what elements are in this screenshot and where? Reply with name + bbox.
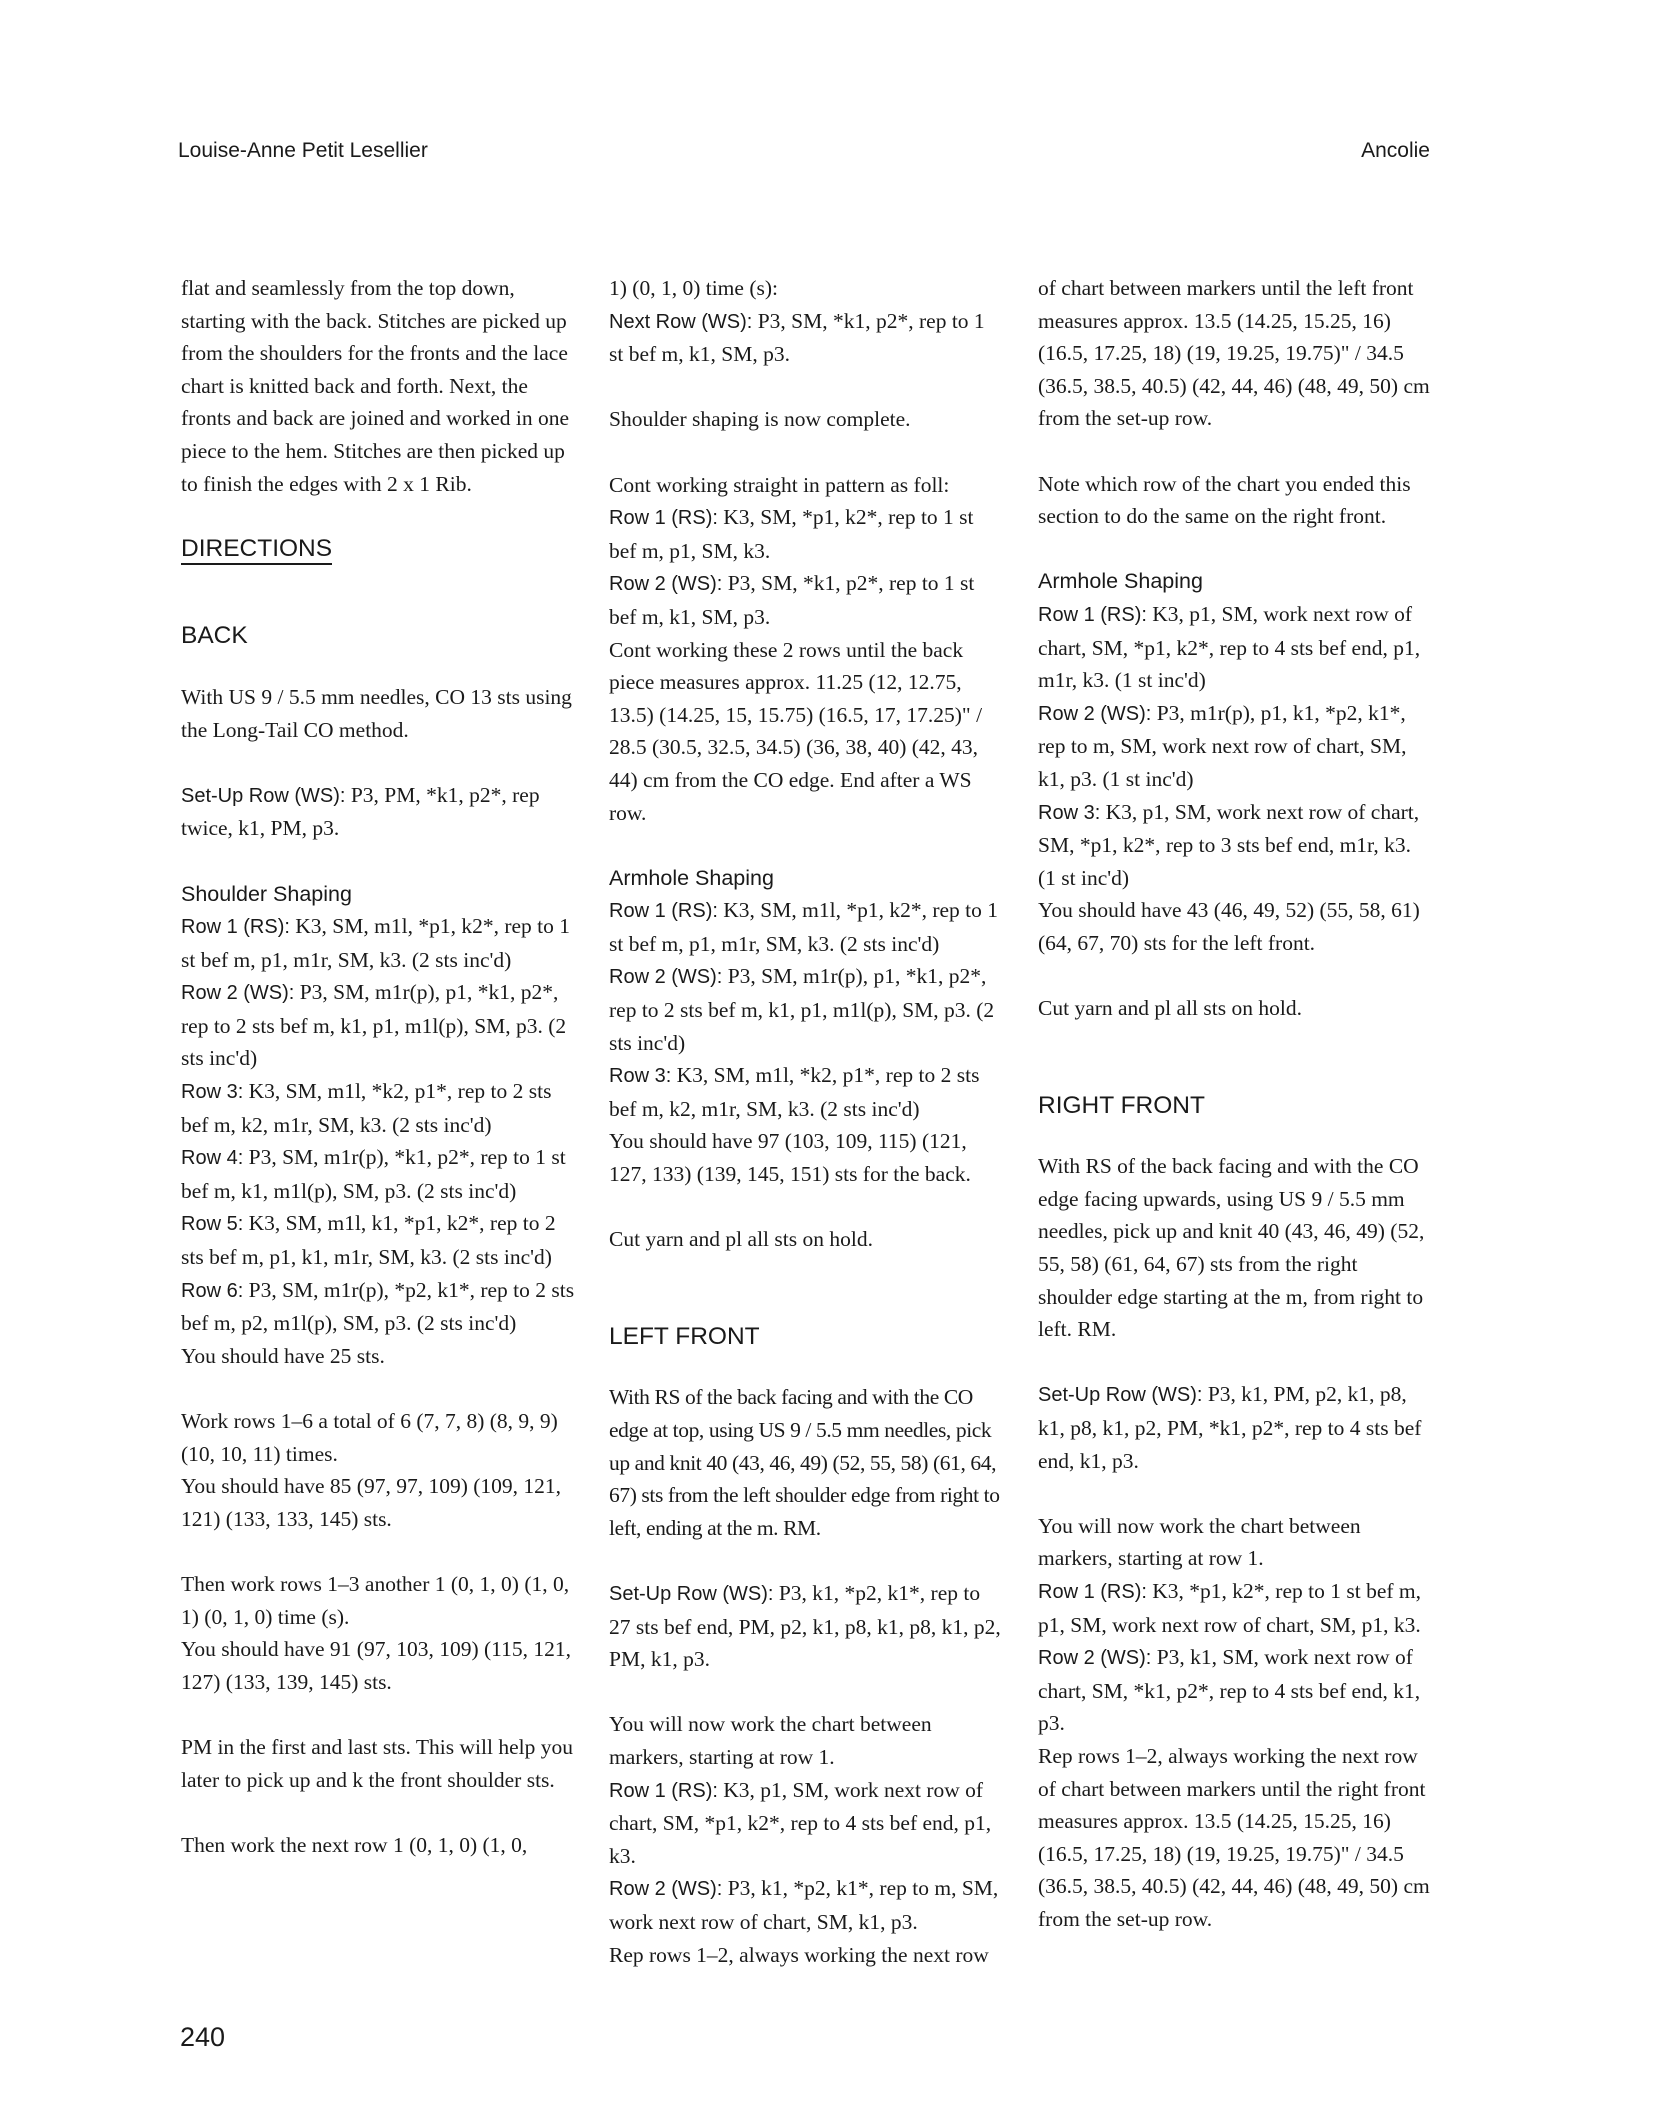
- cut-yarn-left-front: Cut yarn and pl all sts on hold.: [1038, 996, 1302, 1021]
- cut-yarn-back: Cut yarn and pl all sts on hold.: [609, 1227, 873, 1252]
- back-row-3: Row 3: K3, SM, m1l, *k2, p1*, rep to 2 sts bef m, k2, m1r, SM, k3. (2 sts inc'd): [181, 1079, 552, 1137]
- back-row-4: Row 4: P3, SM, m1r(p), *k1, p2*, rep to 1 st bef m, k1, m1l(p), SM, p3. (2 sts inc'd): [181, 1145, 566, 1203]
- shoulder-complete: Shoulder shaping is now complete.: [609, 407, 911, 432]
- stitch-count-25: You should have 25 sts.: [181, 1343, 385, 1368]
- running-header-author: Louise-Anne Petit Lesellier: [178, 139, 428, 162]
- left-front-setup-row: Set-Up Row (WS): P3, k1, *p2, k1*, rep to 27 sts bef end, PM, p2, k1, p8, k1, p8, k1, p2, PM, k1, p3.: [609, 1580, 1001, 1672]
- next-row-note: Then work the next row 1 (0, 1, 0) (1, 0,: [181, 1832, 528, 1857]
- right-front-row-2: Row 2 (WS): P3, k1, SM, work next row of chart, SM, *k1, p2*, rep to 4 sts bef end, k1, p3.: [1038, 1645, 1421, 1736]
- chart-row-note: Note which row of the chart you ended this section to do the same on the right front.: [1038, 471, 1411, 529]
- right-front-heading: RIGHT FRONT: [1038, 1091, 1205, 1119]
- column-2: [609, 272, 1004, 1971]
- right-front-repeat: Rep rows 1–2, always working the next row of chart between markers until the right front measures approx. 13.5 (14.25, 15.25, 16) (16.5, 17.25, 18) (19, 19.25, 19.75)" / 34.5 (36.5, 38.5, 40.5) (42, 44, 46) (48, 49, 50) cm from the set-up row.: [1038, 1743, 1430, 1931]
- back-armhole-row-2: Row 2 (WS): P3, SM, m1r(p), p1, *k1, p2*, rep to 2 sts bef m, k1, p1, m1l(p), SM, p3. (2 sts inc'd): [609, 964, 995, 1055]
- cast-on-paragraph: With US 9 / 5.5 mm needles, CO 13 sts using the Long-Tail CO method.: [181, 684, 572, 742]
- back-armhole-row-1: Row 1 (RS): K3, SM, m1l, *p1, k2*, rep to 1 st bef m, p1, m1r, SM, k3. (2 sts inc'd): [609, 898, 999, 956]
- directions-heading: DIRECTIONS: [181, 535, 332, 565]
- column-3: [1038, 272, 1433, 1936]
- place-marker-note: PM in the first and last sts. This will help you later to pick up and k the front shoulder sts.: [181, 1734, 573, 1792]
- back-heading: BACK: [181, 622, 248, 650]
- intro-paragraph: flat and seamlessly from the top down, starting with the back. Stitches are picked up from the shoulders for the fronts and the lace chart is knitted back and forth. Next, the fronts and back are joined and worked in one piece to the hem. Stitches are then picked up to finish the edges with 2 x 1 Rib.: [181, 276, 570, 496]
- left-front-armhole-row-2: Row 2 (WS): P3, m1r(p), p1, k1, *p2, k1*, rep to m, SM, work next row of chart, SM, k1, p3. (1 st inc'd): [1038, 700, 1407, 791]
- page-number: 240: [180, 2022, 226, 2052]
- stitch-count-97: You should have 97 (103, 109, 115) (121, 127, 133) (139, 145, 151) sts for the back.: [609, 1129, 971, 1187]
- stitch-count-85: You should have 85 (97, 97, 109) (109, 121, 121) (133, 133, 145) sts.: [181, 1474, 562, 1531]
- straight-row-2: Row 2 (WS): P3, SM, *k1, p2*, rep to 1 st bef m, k1, SM, p3.: [609, 571, 975, 629]
- cont-these-rows: Cont working these 2 rows until the back piece measures approx. 11.25 (12, 12.75, 13.5) (14.25, 15, 15.75) (16.5, 17, 17.25)" / 28.5 (30.5, 32.5, 34.5) (36, 38, 40) (42, 43, 44) cm from the CO edge. End after a WS row.: [609, 637, 983, 825]
- back-armhole-heading: Armhole Shaping: [609, 865, 774, 890]
- back-setup-row: Set-Up Row (WS): P3, PM, *k1, p2*, rep twice, k1, PM, p3.: [181, 782, 540, 841]
- left-front-armhole-heading: Armhole Shaping: [1038, 569, 1203, 594]
- back-row-6: Row 6: P3, SM, m1r(p), *p2, k1*, rep to 2 sts bef m, p2, m1l(p), SM, p3. (2 sts inc'd): [181, 1277, 575, 1336]
- left-front-repeat: Rep rows 1–2, always working the next row: [609, 1942, 989, 1967]
- work-rows-1-6: Work rows 1–6 a total of 6 (7, 7, 8) (8, 9, 9) (10, 10, 11) times.: [181, 1409, 558, 1466]
- right-front-chart-intro: You will now work the chart between markers, starting at row 1.: [1038, 1513, 1361, 1571]
- left-front-chart-intro: You will now work the chart between markers, starting at row 1.: [609, 1712, 932, 1769]
- straight-row-1: Row 1 (RS): K3, SM, *p1, k2*, rep to 1 st bef m, p1, SM, k3.: [609, 505, 974, 563]
- cont-straight: Cont working straight in pattern as foll:: [609, 472, 950, 497]
- running-header-title: Ancolie: [1361, 139, 1430, 162]
- back-row-2: Row 2 (WS): P3, SM, m1r(p), p1, *k1, p2*, rep to 2 sts bef m, k1, p1, m1l(p), SM, p3. (2 sts inc'd): [181, 980, 567, 1071]
- right-front-setup-row: Set-Up Row (WS): P3, k1, PM, p2, k1, p8, k1, p8, k1, p2, PM, *k1, p2*, rep to 4 sts bef end, k1, p3.: [1038, 1382, 1422, 1473]
- stitch-count-43: You should have 43 (46, 49, 52) (55, 58, 61) (64, 67, 70) sts for the left front.: [1038, 898, 1420, 955]
- back-armhole-row-3: Row 3: K3, SM, m1l, *k2, p1*, rep to 2 sts bef m, k2, m1r, SM, k3. (2 sts inc'd): [609, 1063, 980, 1121]
- left-front-measure: of chart between markers until the left front measures approx. 13.5 (14.25, 15.25, 16) (16.5, 17.25, 18) (19, 19.25, 19.75)" / 34.5 (36.5, 38.5, 40.5) (42, 44, 46) (48, 49, 50) cm from the set-up row.: [1038, 276, 1430, 431]
- right-front-row-1: Row 1 (RS): K3, *p1, k2*, rep to 1 st bef m, p1, SM, work next row of chart, SM, p1, k3.: [1038, 1578, 1421, 1637]
- back-row-5: Row 5: K3, SM, m1l, k1, *p1, k2*, rep to 2 sts bef m, p1, k1, m1r, SM, k3. (2 sts inc'd): [181, 1211, 556, 1270]
- left-front-row-2: Row 2 (WS): P3, k1, *p2, k1*, rep to m, SM, work next row of chart, SM, k1, p3.: [609, 1876, 999, 1934]
- work-rows-1-3: Then work rows 1–3 another 1 (0, 1, 0) (1, 0, 1) (0, 1, 0) time (s).: [181, 1571, 570, 1629]
- back-row-1: Row 1 (RS): K3, SM, m1l, *p1, k2*, rep to 1 st bef m, p1, m1r, SM, k3. (2 sts inc'd): [181, 914, 571, 972]
- column-1: [181, 272, 576, 1894]
- back-next-row: Next Row (WS): P3, SM, *k1, p2*, rep to 1 st bef m, k1, SM, p3.: [609, 308, 985, 367]
- stitch-count-91: You should have 91 (97, 103, 109) (115, 121, 127) (133, 139, 145) sts.: [181, 1637, 571, 1694]
- left-front-pickup: With RS of the back facing and with the CO edge at top, using US 9 / 5.5 mm needles, pick up and knit 40 (43, 46, 49) (52, 55, 58) (61, 64, 67) sts from the left shoulder edge from right to left, ending at the m. RM.: [609, 1385, 1000, 1540]
- cont-time: 1) (0, 1, 0) time (s):: [609, 276, 778, 300]
- left-front-armhole-row-1: Row 1 (RS): K3, p1, SM, work next row of chart, SM, *p1, k2*, rep to 4 sts bef end, p1, m1r, k3. (1 st inc'd): [1038, 601, 1421, 693]
- left-front-armhole-row-3: Row 3: K3, p1, SM, work next row of chart, SM, *p1, k2*, rep to 3 sts bef end, m1r, k3. (1 st inc'd): [1038, 799, 1420, 890]
- left-front-heading: LEFT FRONT: [609, 1322, 760, 1350]
- shoulder-shaping-heading: Shoulder Shaping: [181, 881, 352, 906]
- right-front-pickup: With RS of the back facing and with the CO edge facing upwards, using US 9 / 5.5 mm needles, pick up and knit 40 (43, 46, 49) (52, 55, 58) (61, 64, 67) sts from the right shoulder edge starting at the m, from right to left. RM.: [1038, 1154, 1425, 1342]
- left-front-row-1: Row 1 (RS): K3, p1, SM, work next row of chart, SM, *p1, k2*, rep to 4 sts bef end, p1, k3.: [609, 1777, 992, 1868]
